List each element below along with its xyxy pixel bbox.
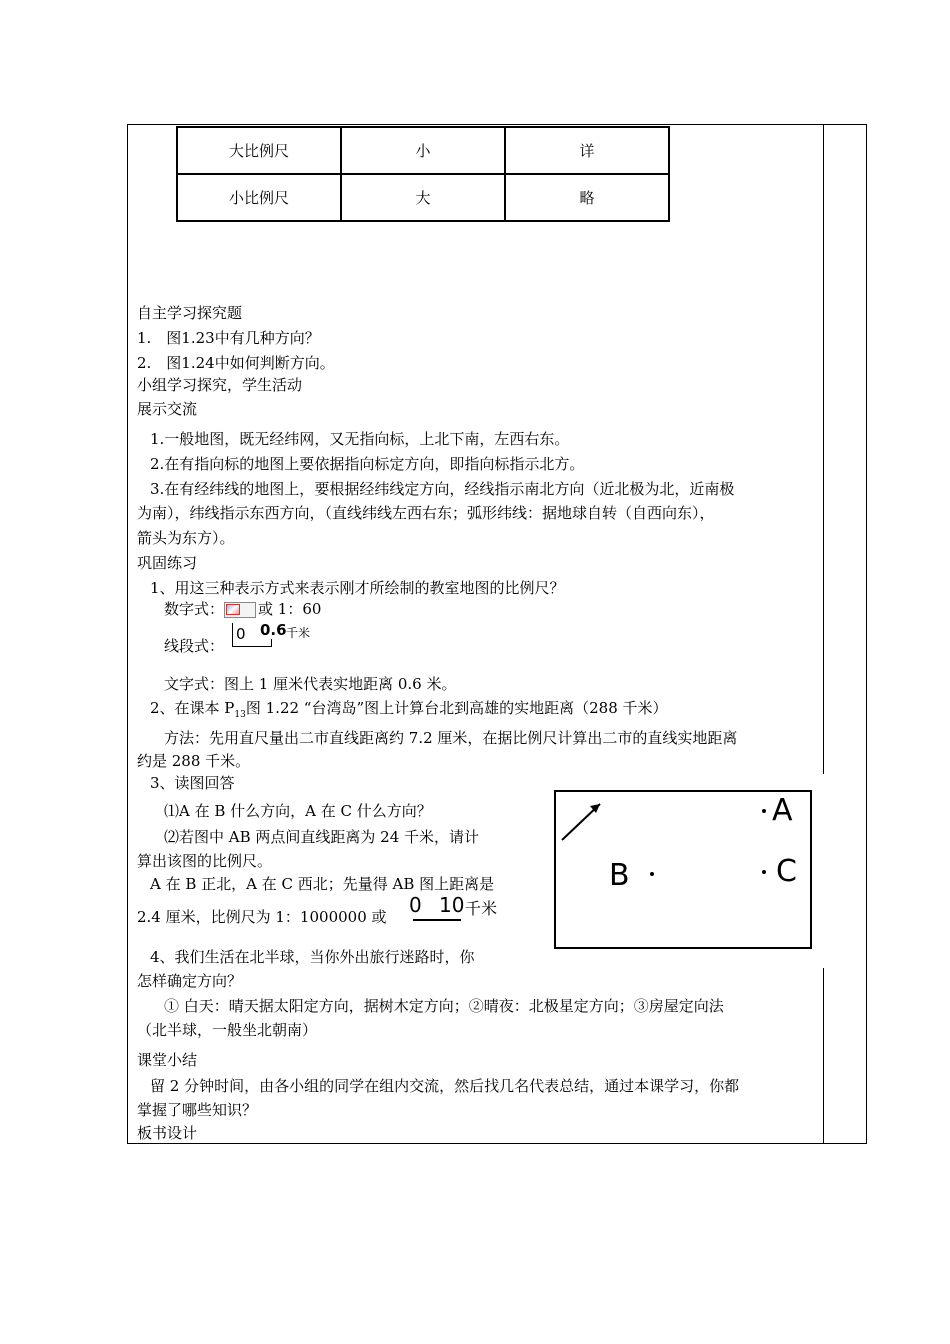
question-1: 1. 图1.23中有几种方向？ <box>137 329 320 347</box>
numeric-scale-label: 数字式： <box>164 600 225 618</box>
numeric-scale-row <box>164 599 321 619</box>
scale-unit-label: 千米 <box>465 899 498 918</box>
point-b-dot <box>650 872 654 876</box>
line-scale-label: 线段式： <box>164 637 225 655</box>
method-line-b: 约是 288 千米。 <box>137 752 251 770</box>
group-study-text: 小组学习探究，学生活动 <box>137 376 303 394</box>
practice-1: 1、用这三种表示方式来表示刚才所绘制的教室地图的比例尺？ <box>150 579 565 597</box>
point-c-dot <box>762 870 766 874</box>
point-a-dot <box>762 809 766 813</box>
table-cell: 小 <box>341 127 505 174</box>
practice-2-page-sub: 13 <box>234 710 246 720</box>
point-a-label: A <box>772 793 793 828</box>
show-item-3-line-b: 为南），纬线指示东西方向，（直线纬线左西右东；弧形纬线：据地球自转（自西向东）， <box>137 504 715 522</box>
frame-bottom-border <box>127 1143 867 1144</box>
summary-text-a: 留 2 分钟时间，由各小组的同学在组内交流，然后找几名代表总结，通过本课学习，你都 <box>150 1077 740 1095</box>
practice-3-answer-b: 2.4 厘米，比例尺为 1：1000000 或 <box>137 908 387 926</box>
table-row <box>177 174 669 221</box>
practice-3-answer-a: A 在 B 正北，A 在 C 西北；先量得 AB 图上距离是 <box>150 875 495 893</box>
practice-4-answer-b: （北半球，一般坐北朝南） <box>137 1021 318 1039</box>
frame-inner-column-border <box>823 124 824 774</box>
section-title-summary: 课堂小结 <box>137 1051 198 1069</box>
frame-inner-column-border-lower <box>823 968 824 1144</box>
table-cell: 小比例尺 <box>177 174 341 221</box>
table-row <box>177 127 669 174</box>
scale-end-label: 10 <box>439 893 465 917</box>
numeric-scale-value: 或 1：60 <box>258 600 322 618</box>
practice-3-question-1: ⑴A 在 B 什么方向，A 在 C 什么方向？ <box>164 802 432 820</box>
frame-top-border <box>127 124 867 125</box>
practice-2-prefix: 2、在课本 P <box>150 699 235 717</box>
line-scale-bar-small <box>232 621 312 651</box>
section-title-self-study: 自主学习探究题 <box>137 304 243 322</box>
practice-4-answer-a: ① 白天：晴天据太阳定方向，据树木定方向；②晴夜：北极星定方向；③房屋定向法 <box>164 997 724 1015</box>
frame-right-border <box>866 124 867 1144</box>
section-title-practice: 巩固练习 <box>137 554 198 572</box>
line-scale-bar-map <box>405 893 505 925</box>
scale-unit-label: 千米 <box>286 626 311 640</box>
scale-start-label: 0 <box>409 893 422 917</box>
table-cell: 略 <box>505 174 669 221</box>
method-line-a: 方法：先用直尺量出二市直线距离约 7.2 厘米，在据比例尺计算出二市的直线实地距离 <box>164 729 738 747</box>
frame-left-border <box>127 124 128 1144</box>
scale-comparison-table <box>176 126 670 222</box>
show-item-1: 1.一般地图，既无经纬网，又无指向标，上北下南，左西右东。 <box>150 430 570 448</box>
question-2: 2. 图1.24中如何判断方向。 <box>137 354 335 372</box>
fraction-image-icon <box>224 602 256 618</box>
practice-3-question-2a: ⑵若图中 AB 两点间直线距离为 24 千米，请计 <box>164 828 480 846</box>
table-cell: 详 <box>505 127 669 174</box>
scale-end-label: 0.6 <box>260 621 287 639</box>
practice-3-question-2b: 算出该图的比例尺。 <box>137 852 273 870</box>
table-cell: 大 <box>341 174 505 221</box>
direction-map-figure <box>554 790 812 949</box>
section-title-show: 展示交流 <box>137 400 198 418</box>
scale-start-label: 0 <box>236 625 246 643</box>
show-item-2: 2.在有指向标的地图上要依据指向标定方向，即指向标指示北方。 <box>150 455 585 473</box>
practice-3: 3、读图回答 <box>150 774 235 792</box>
text-scale-form: 文字式：图上 1 厘米代表实地距离 0.6 米。 <box>164 675 457 693</box>
show-item-3-line-c: 箭头为东方）。 <box>137 529 235 547</box>
show-item-3-line-a: 3.在有经纬线的地图上，要根据经纬线定方向，经线指示南北方向（近北极为北，近南极 <box>150 480 735 498</box>
section-title-board: 板书设计 <box>137 1124 198 1142</box>
practice-4-line-b: 怎样确定方向？ <box>137 972 243 990</box>
practice-2-rest: 图 1.22 “台湾岛”图上计算台北到高雄的实地距离（288 千米） <box>245 699 668 717</box>
point-c-label: C <box>776 854 797 889</box>
summary-text-b: 掌握了哪些知识？ <box>137 1101 258 1119</box>
table-cell: 大比例尺 <box>177 127 341 174</box>
practice-2 <box>150 698 668 725</box>
practice-4-line-a: 4、我们生活在北半球，当你外出旅行迷路时，你 <box>150 948 475 966</box>
point-b-label: B <box>609 858 630 893</box>
